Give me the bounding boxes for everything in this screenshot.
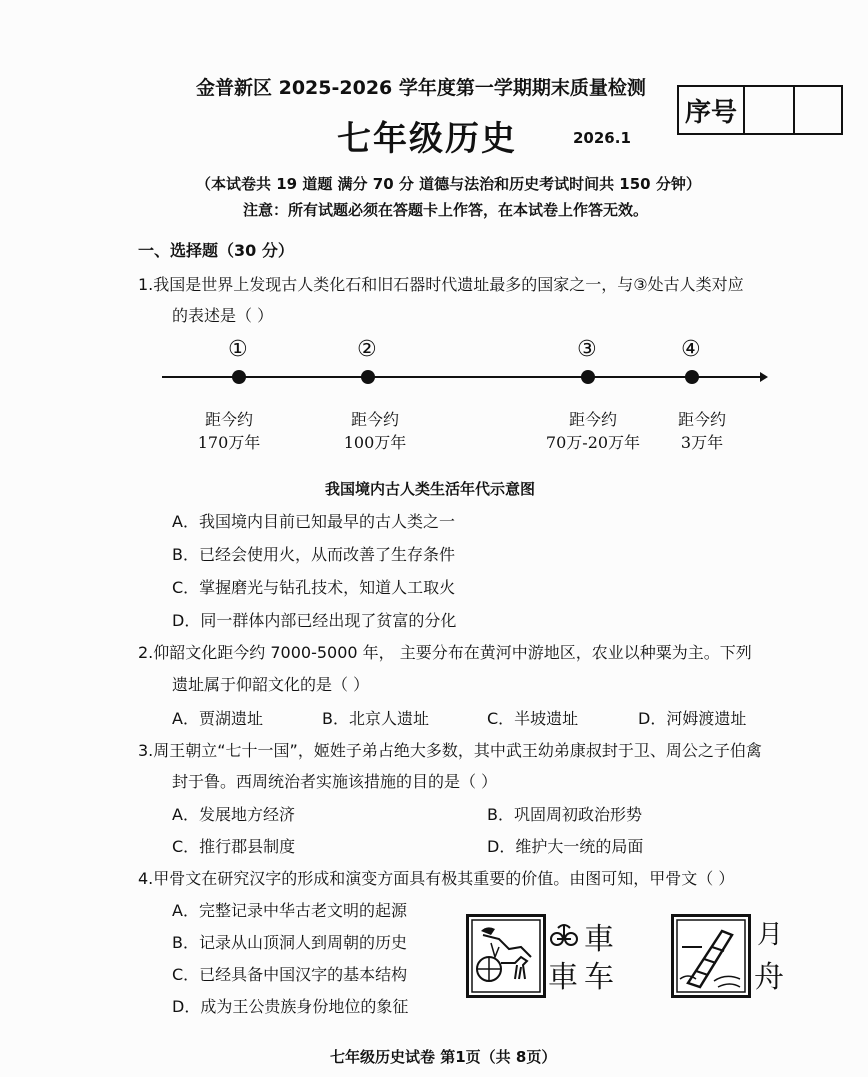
timeline-label-4-line1: 距今约 [677,410,726,429]
timeline-marker-2: ② [357,337,377,362]
question-2-stem: 2.仰韶文化距今约 7000-5000 年， 主要分布在黄河中游地区，农业以种粟为主。下列 [138,643,752,662]
chariot-glyph-top: 車 [584,922,614,957]
sequence-label: 序号 [679,87,745,133]
question-2-option-a: A．贾湖遗址 [172,709,263,728]
subject-title: 七年级历史 [337,119,517,159]
section-title: 一、选择题（30 分） [138,241,294,260]
question-1-option-a: A．我国境内目前已知最早的古人类之一 [172,512,455,531]
timeline-caption: 我国境内古人类生活年代示意图 [325,480,536,498]
question-4-option-c: C．已经具备中国汉字的基本结构 [172,965,408,984]
question-4-option-d: D．成为王公贵族身份地位的象征 [172,997,409,1016]
exam-notice: 注意：所有试题必须在答题卡上作答，在本试卷上作答无效。 [243,201,649,219]
school-title: 金普新区 2025-2026 学年度第一学期期末质量检测 [196,77,646,99]
timeline-label-1-line1: 距今约 [204,410,253,429]
question-4-option-b: B．记录从山顶洞人到周朝的历史 [172,933,407,952]
question-3-option-b: B．巩固周初政治形势 [487,805,642,824]
question-3-option-c: C．推行郡县制度 [172,837,296,856]
question-3-option-d: D．维护大一统的局面 [487,837,644,856]
timeline-marker-4: ④ [681,337,701,362]
page-footer: 七年级历史试卷 第1页（共 8页） [330,1048,557,1066]
timeline-point-2 [361,370,375,384]
timeline-figure [0,0,868,470]
timeline-point-3 [581,370,595,384]
timeline-label-1 [184,408,274,454]
boat-oracle-image [671,914,751,998]
chariot-glyph-icon [550,922,578,948]
question-4-option-a: A．完整记录中华古老文明的起源 [172,901,407,920]
timeline-arrow [760,372,768,382]
timeline-label-1-line2: 170万年 [197,433,261,452]
boat-glyph-bottom: 舟 [754,960,784,995]
timeline-marker-3: ③ [577,337,597,362]
question-3-stem: 3.周王朝立“七十一国”，姬姓子弟占绝大多数，其中武王幼弟康叔封于卫、周公之子伯禽 [138,741,762,760]
timeline-label-4 [662,408,742,454]
timeline-label-3-line1: 距今约 [568,410,617,429]
question-2-option-d: D．河姆渡遗址 [638,709,747,728]
timeline-label-4-line2: 3万年 [680,433,724,452]
question-3-stem-cont: 封于鲁。西周统治者实施该措施的目的是（ ） [172,772,498,791]
question-4-stem: 4.甲骨文在研究汉字的形成和演变方面具有极其重要的价值。由图可知，甲骨文（ ） [138,869,735,888]
boat-glyph-top: 月 [757,920,784,950]
timeline-label-3 [533,408,653,454]
timeline-label-3-line2: 70万-20万年 [545,433,641,452]
chariot-icon [469,917,543,995]
timeline-point-1 [232,370,246,384]
question-1-stem-cont: 的表述是（ ） [172,306,274,325]
exam-info: （本试卷共 19 道题 满分 70 分 道德与法治和历史考试时间共 150 分钟） [196,175,701,193]
question-1-option-c: C．掌握磨光与钻孔技术，知道人工取火 [172,578,456,597]
timeline-label-2-line2: 100万年 [343,433,407,452]
question-3-option-a: A．发展地方经济 [172,805,295,824]
boat-icon [674,917,748,995]
chariot-glyph-bottom-right: 车 [584,960,614,995]
question-2-option-b: B．北京人遗址 [322,709,429,728]
question-1-option-b: B．已经会使用火，从而改善了生存条件 [172,545,455,564]
timeline-label-2 [330,408,420,454]
timeline-point-4 [685,370,699,384]
question-1-stem: 1.我国是世界上发现古人类化石和旧石器时代遗址最多的国家之一，与③处古人类对应 [138,275,744,294]
question-1-option-d: D．同一群体内部已经出现了贫富的分化 [172,611,457,630]
question-2-option-c: C．半坡遗址 [487,709,579,728]
chariot-glyph-bottom-left: 車 [548,960,578,995]
timeline-label-2-line1: 距今约 [350,410,399,429]
chariot-oracle-image [466,914,546,998]
timeline-marker-1: ① [228,337,248,362]
exam-date: 2026.1 [573,129,631,147]
question-2-stem-cont: 遗址属于仰韶文化的是（ ） [172,675,370,694]
